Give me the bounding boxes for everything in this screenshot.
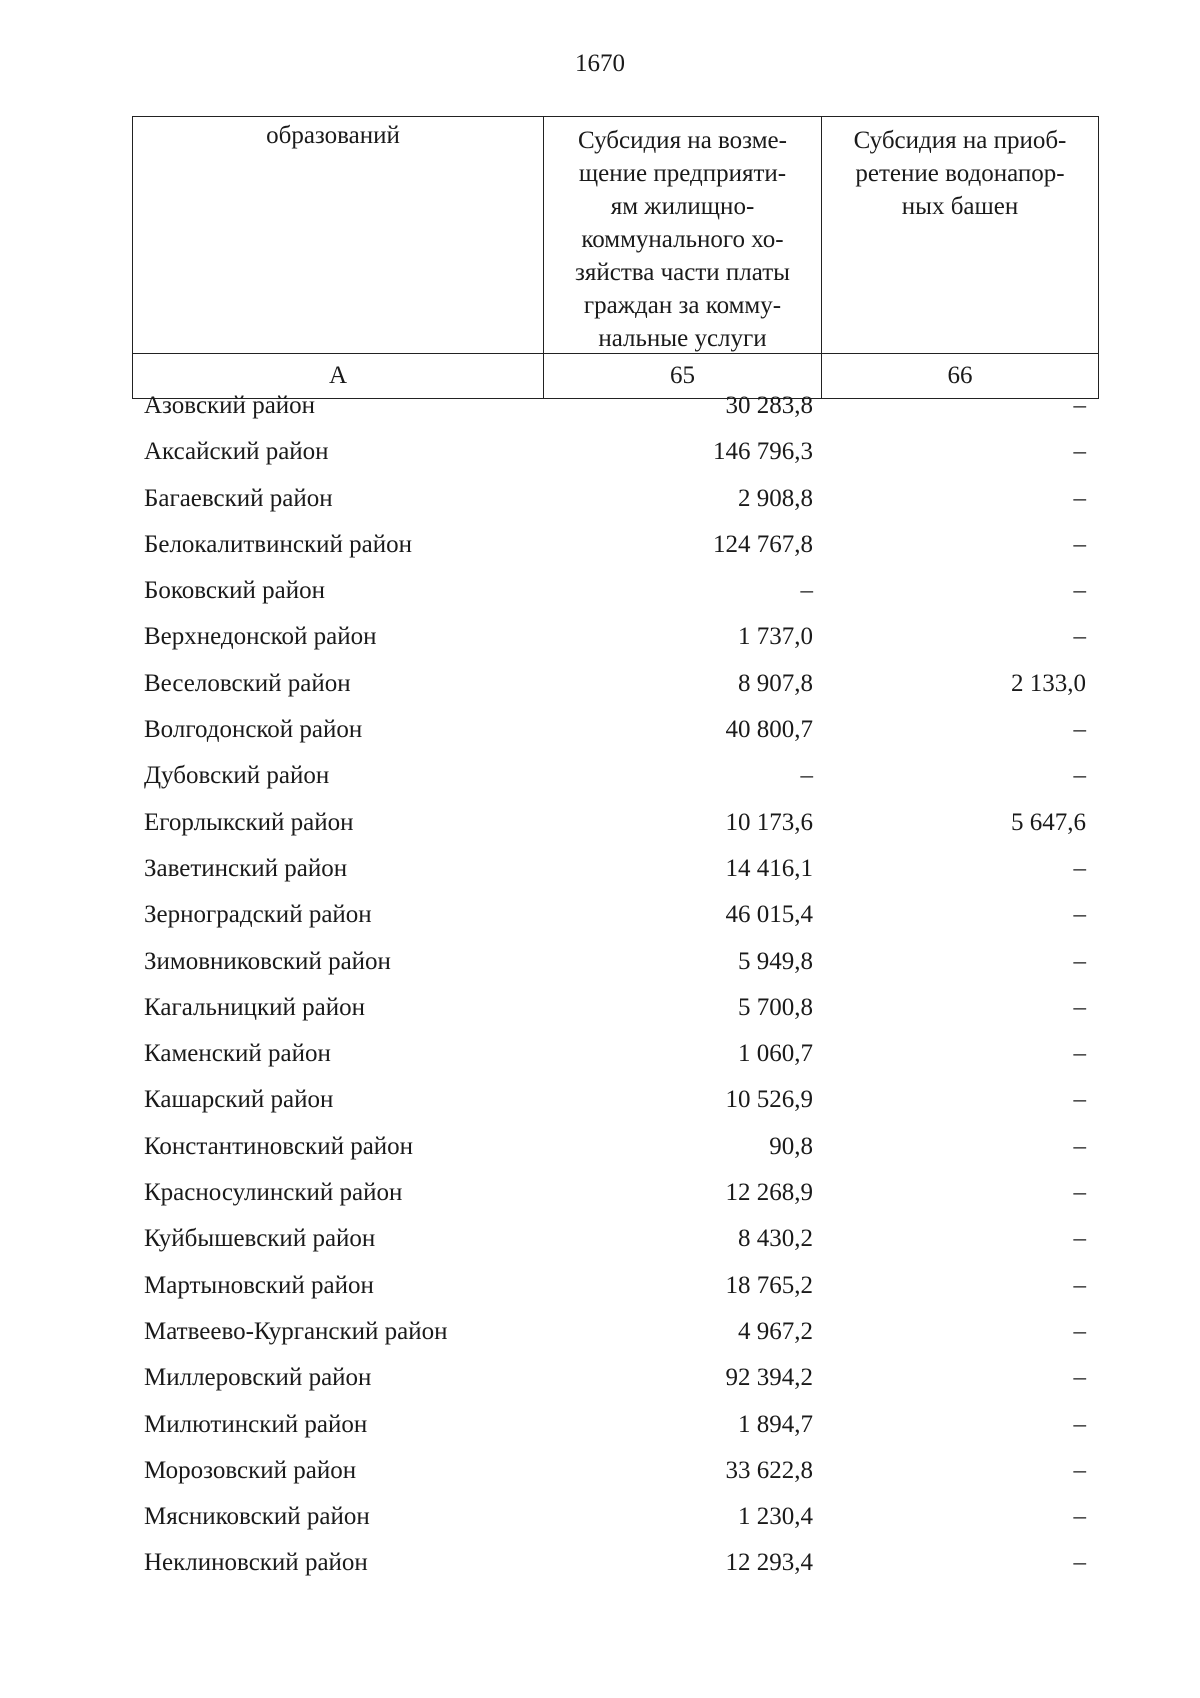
water-tower-subsidy-value: –: [1073, 716, 1086, 744]
utility-subsidy-value: 12 268,9: [725, 1179, 813, 1207]
district-name: Белокалитвинский район: [144, 530, 412, 558]
water-tower-subsidy-value: 5 647,6: [1011, 808, 1086, 836]
utility-subsidy-value: 46 015,4: [725, 901, 813, 929]
column-number-66: 66: [822, 354, 1099, 399]
header-col3-line: ных башен: [901, 193, 1019, 220]
table-row: [132, 614, 1098, 660]
table-row: [132, 753, 1098, 799]
utility-subsidy-value: 90,8: [769, 1132, 813, 1160]
header-col2-line: коммунального хо-: [581, 226, 784, 253]
district-name: Константиновский район: [144, 1132, 414, 1160]
table-row: [132, 429, 1098, 475]
water-tower-subsidy-value: –: [1073, 762, 1086, 790]
table-row: [132, 1170, 1098, 1216]
utility-subsidy-value: 10 526,9: [725, 1086, 813, 1114]
utility-subsidy-value: 4 967,2: [738, 1317, 813, 1345]
water-tower-subsidy-value: –: [1073, 1040, 1086, 1068]
district-name: Багаевский район: [144, 484, 333, 512]
water-tower-subsidy-value: –: [1073, 1132, 1086, 1160]
utility-subsidy-value: 5 949,8: [738, 947, 813, 975]
water-tower-subsidy-value: –: [1073, 1549, 1086, 1577]
table-row: [132, 1402, 1098, 1448]
column-number-65: 65: [544, 354, 822, 399]
utility-subsidy-value: 10 173,6: [725, 808, 813, 836]
district-name: Дубовский район: [144, 762, 330, 790]
utility-subsidy-value: 5 700,8: [738, 993, 813, 1021]
header-col3-line: Субсидия на приоб-: [853, 127, 1067, 154]
utility-subsidy-value: 1 894,7: [738, 1410, 813, 1438]
header-col2-line: ям жилищно-: [610, 193, 755, 220]
district-name: Морозовский район: [144, 1456, 357, 1484]
district-name: Кагальницкий район: [144, 993, 366, 1021]
district-name: Матвеево-Курганский район: [144, 1317, 448, 1345]
utility-subsidy-value: 1 060,7: [738, 1040, 813, 1068]
utility-subsidy-value: 18 765,2: [725, 1271, 813, 1299]
table-row: [132, 846, 1098, 892]
table-header: [132, 116, 1099, 399]
table-row: [132, 522, 1098, 568]
table-row: [132, 1309, 1098, 1355]
utility-subsidy-value: 124 767,8: [713, 530, 813, 558]
utility-subsidy-value: 30 283,8: [725, 392, 813, 419]
header-col2-line: граждан за комму-: [583, 292, 782, 319]
water-tower-subsidy-value: –: [1073, 623, 1086, 651]
utility-subsidy-value: 92 394,2: [725, 1364, 813, 1392]
district-name: Красносулинский район: [144, 1179, 403, 1207]
utility-subsidy-value: 8 907,8: [738, 669, 813, 697]
district-name: Заветинский район: [144, 854, 348, 882]
district-name: Милютинский район: [144, 1410, 368, 1438]
district-name: Кашарский район: [144, 1086, 334, 1114]
district-name: Егорлыкский район: [144, 808, 354, 836]
district-name: Боковский район: [144, 577, 325, 605]
district-name: Азовский район: [144, 392, 316, 419]
district-name: Неклиновский район: [144, 1549, 368, 1577]
table-row: [132, 800, 1098, 846]
header-col1-label: образований: [266, 122, 400, 149]
header-col2-line: Субсидия на возме-: [578, 127, 787, 154]
header-col2-line: зяйства части платы: [575, 259, 790, 286]
utility-subsidy-value: 14 416,1: [725, 854, 813, 882]
table-row: [132, 1216, 1098, 1262]
header-utility-subsidy-column: [544, 117, 822, 354]
table-row: [132, 476, 1098, 522]
district-name: Верхнедонской район: [144, 623, 377, 651]
water-tower-subsidy-value: 2 133,0: [1011, 669, 1086, 697]
table-row: [132, 1448, 1098, 1494]
table-row: [132, 1077, 1098, 1123]
table-row: [132, 568, 1098, 614]
water-tower-subsidy-value: –: [1073, 1225, 1086, 1253]
utility-subsidy-value: 146 796,3: [713, 438, 813, 466]
header-col2-line: щение предприяти-: [578, 160, 787, 187]
water-tower-subsidy-value: –: [1073, 1317, 1086, 1345]
utility-subsidy-value: 1 230,4: [738, 1503, 813, 1531]
table-row: [132, 1540, 1098, 1586]
water-tower-subsidy-value: –: [1073, 1179, 1086, 1207]
water-tower-subsidy-value: –: [1073, 1271, 1086, 1299]
utility-subsidy-value: 1 737,0: [738, 623, 813, 651]
table-row: [132, 1124, 1098, 1170]
district-name: Миллеровский район: [144, 1364, 372, 1392]
page-number: 1670: [575, 50, 625, 77]
district-name: Волгодонской район: [144, 716, 363, 744]
district-name: Аксайский район: [144, 438, 329, 466]
header-col2-line: нальные услуги: [598, 325, 767, 352]
utility-subsidy-value: –: [800, 577, 813, 605]
water-tower-subsidy-value: –: [1073, 1086, 1086, 1114]
water-tower-subsidy-value: –: [1073, 901, 1086, 929]
table-row: [132, 1494, 1098, 1540]
utility-subsidy-value: 2 908,8: [738, 484, 813, 512]
water-tower-subsidy-value: –: [1073, 993, 1086, 1021]
table-row: [132, 383, 1098, 429]
header-water-tower-column: [822, 117, 1099, 354]
water-tower-subsidy-value: –: [1073, 484, 1086, 512]
water-tower-subsidy-value: –: [1073, 1410, 1086, 1438]
water-tower-subsidy-value: –: [1073, 530, 1086, 558]
water-tower-subsidy-value: –: [1073, 438, 1086, 466]
water-tower-subsidy-value: –: [1073, 392, 1086, 419]
utility-subsidy-value: 33 622,8: [725, 1456, 813, 1484]
district-name: Каменский район: [144, 1040, 331, 1068]
district-name: Зерноградский район: [144, 901, 372, 929]
table-row: [132, 1031, 1098, 1077]
table-row: [132, 1263, 1098, 1309]
table-row: [132, 892, 1098, 938]
header-municipality-column: [133, 117, 544, 354]
column-number-a: А: [133, 354, 544, 399]
water-tower-subsidy-value: –: [1073, 577, 1086, 605]
table-row: [132, 707, 1098, 753]
table-body: [132, 383, 1098, 1587]
table-row: [132, 661, 1098, 707]
water-tower-subsidy-value: –: [1073, 1503, 1086, 1531]
district-name: Веселовский район: [144, 669, 351, 697]
district-name: Мясниковский район: [144, 1503, 370, 1531]
district-name: Мартыновский район: [144, 1271, 374, 1299]
district-name: Куйбышевский район: [144, 1225, 376, 1253]
water-tower-subsidy-value: –: [1073, 1456, 1086, 1484]
district-name: Зимовниковский район: [144, 947, 391, 975]
water-tower-subsidy-value: –: [1073, 947, 1086, 975]
water-tower-subsidy-value: –: [1073, 854, 1086, 882]
utility-subsidy-value: 12 293,4: [725, 1549, 813, 1577]
water-tower-subsidy-value: –: [1073, 1364, 1086, 1392]
table-row: [132, 939, 1098, 985]
utility-subsidy-value: 40 800,7: [725, 716, 813, 744]
utility-subsidy-value: –: [800, 762, 813, 790]
table-row: [132, 1355, 1098, 1401]
header-col3-line: ретение водонапор-: [855, 160, 1065, 187]
table-row: [132, 985, 1098, 1031]
utility-subsidy-value: 8 430,2: [738, 1225, 813, 1253]
